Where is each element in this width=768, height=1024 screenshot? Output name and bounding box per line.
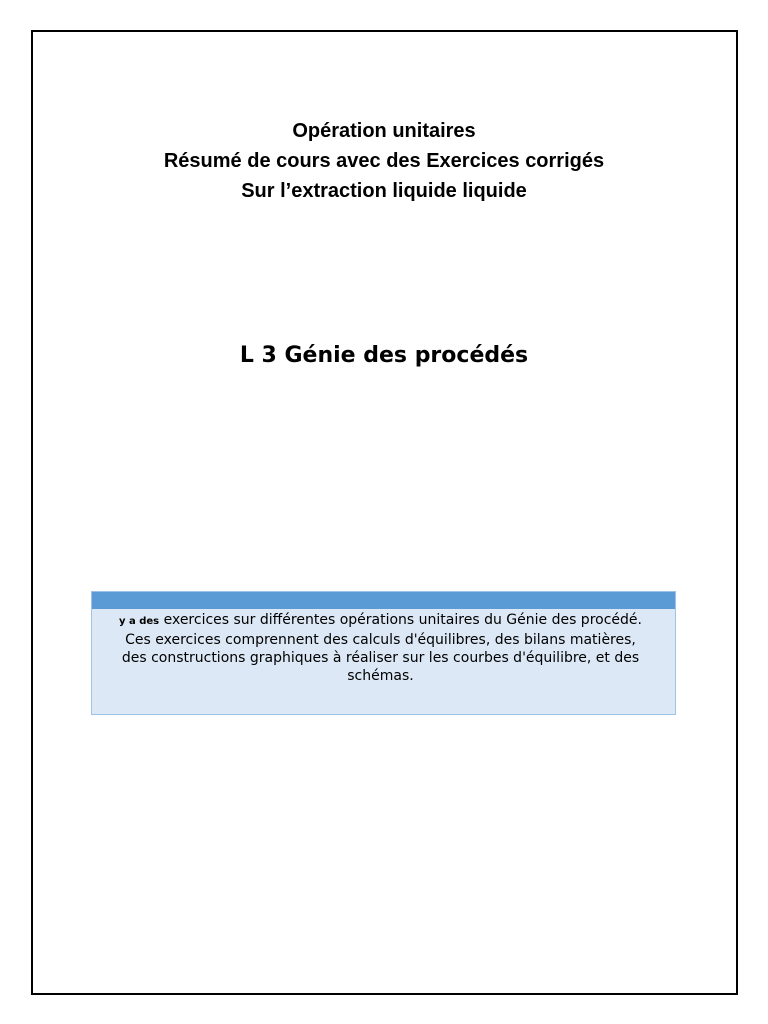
summary-prefix: y a des xyxy=(119,616,160,627)
title-line-3: Sur l’extraction liquide liquide xyxy=(241,180,527,202)
summary-body: exercices sur différentes opérations unitaires du Génie des procédé. Ces exercices comprennent des calculs d'équilibres, des bilans matières, des constructions graphiques à réaliser sur les courbes d'équilibre, et des schémas. xyxy=(121,612,642,684)
summary-header-bar xyxy=(92,592,675,609)
title-line-1: Opération unitaires xyxy=(292,120,476,142)
document-title xyxy=(0,116,768,206)
course-level-heading: L 3 Génie des procédés xyxy=(239,343,529,368)
summary-text xyxy=(92,609,675,685)
summary-box xyxy=(91,591,676,715)
title-line-2: Résumé de cours avec des Exercices corrigés xyxy=(163,150,605,172)
